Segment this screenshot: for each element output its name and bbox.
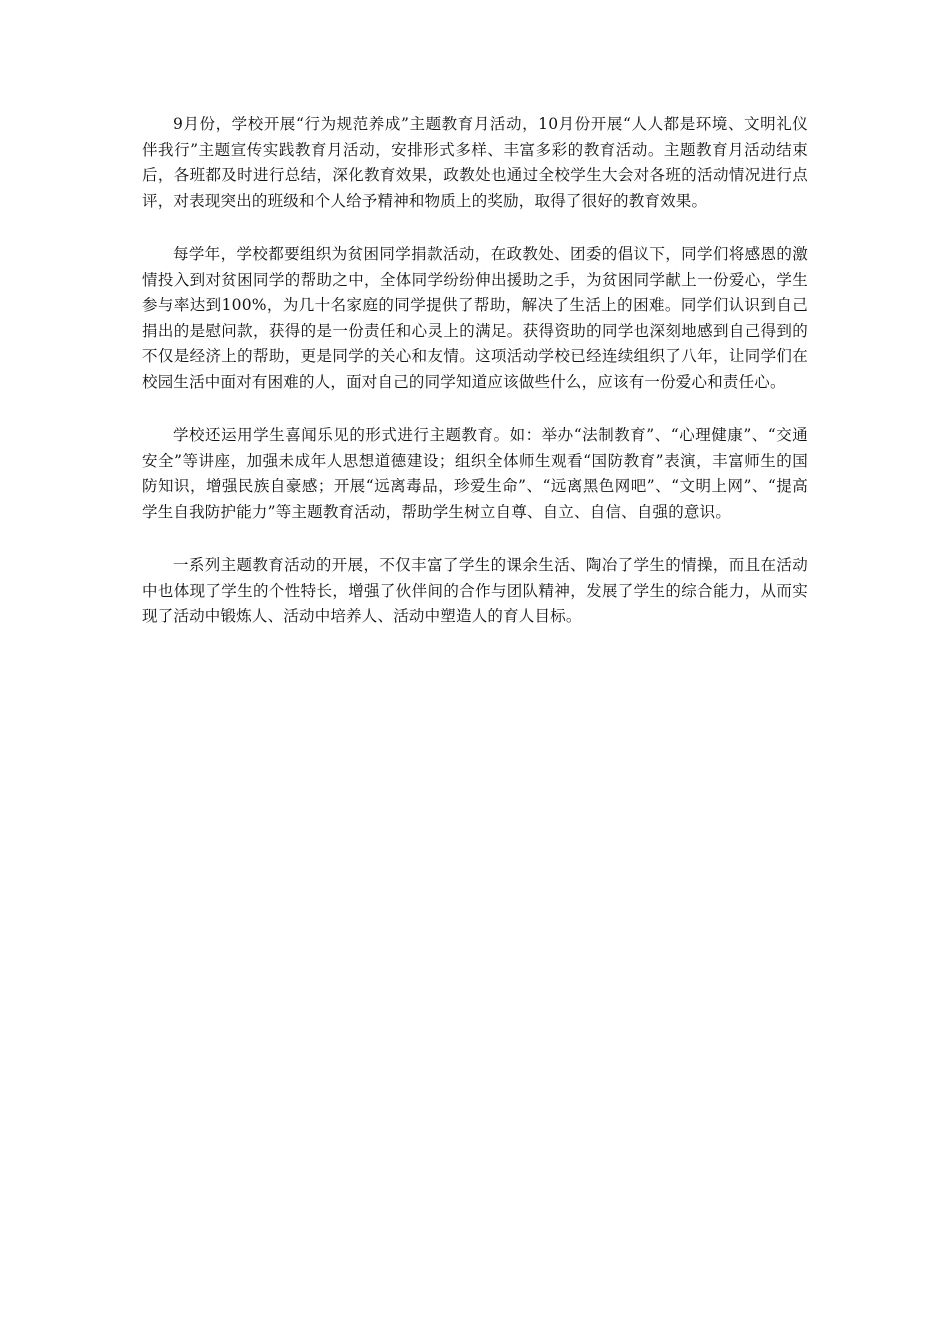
paragraph-1: 9月份，学校开展“行为规范养成”主题教育月活动，10月份开展“人人都是环境、文明礼仪伴我行”主题宣传实践教育月活动，安排形式多样、丰富多彩的教育活动。主题教育月活动结束后，各班都及时进行总结，深化教育效果，政教处也通过全校学生大会对各班的活动情况进行点评，对表现突出的班级和个人给予精神和物质上的奖励，取得了很好的教育效果。 bbox=[142, 115, 808, 210]
document-body bbox=[142, 112, 808, 658]
paragraph-2: 每学年，学校都要组织为贫困同学捐款活动，在政教处、团委的倡议下，同学们将感恩的激情投入到对贫困同学的帮助之中，全体同学纷纷伸出援助之手，为贫困同学献上一份爱心，学生参与率达到100%，为几十名家庭的同学提供了帮助，解决了生活上的困难。同学们认识到自己捐出的是慰问款，获得的是一份责任和心灵上的满足。获得资助的同学也深刻地感到自己得到的不仅是经济上的帮助，更是同学的关心和友情。这项活动学校已经连续组织了八年，让同学们在校园生活中面对有困难的人，面对自己的同学知道应该做些什么，应该有一份爱心和责任心。 bbox=[142, 245, 808, 391]
paragraph-3: 学校还运用学生喜闻乐见的形式进行主题教育。如：举办“法制教育”、“心理健康”、“交通安全”等讲座，加强未成年人思想道德建设；组织全体师生观看“国防教育”表演，丰富师生的国防知识，增强民族自豪感；开展“远离毒品，珍爱生命”、“远离黑色网吧”、“文明上网”、“提高学生自我防护能力”等主题教育活动，帮助学生树立自尊、自立、自信、自强的意识。 bbox=[142, 426, 808, 521]
paragraph-4: 一系列主题教育活动的开展，不仅丰富了学生的课余生活、陶冶了学生的情操，而且在活动中也体现了学生的个性特长，增强了伙伴间的合作与团队精神，发展了学生的综合能力，从而实现了活动中锻炼人、活动中培养人、活动中塑造人的育人目标。 bbox=[142, 556, 808, 625]
